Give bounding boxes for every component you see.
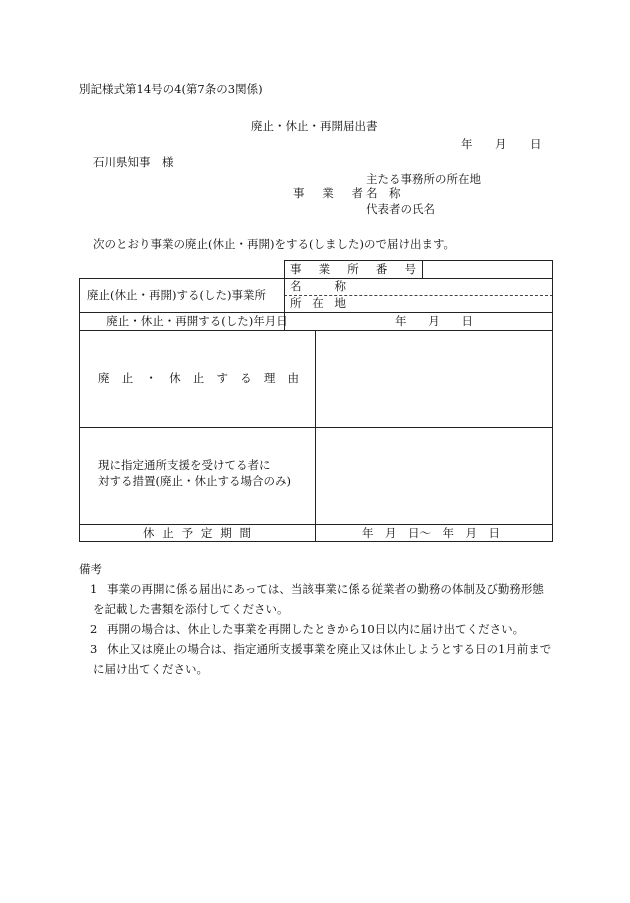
facility-location-char: 在 [312,296,324,310]
reason-char: 休 [169,371,181,385]
applicant-role-label [293,188,363,200]
note-text: 再開の場合は、休止した事業を再開したときから10日以内に届け出てください。 [107,622,525,636]
table-line [552,260,553,542]
document-title: 廃止・休止・再開届出書 [251,119,378,133]
form-number: 別記様式第14号の4(第7条の3関係) [79,82,263,96]
table-line [79,427,553,428]
note-number: 3 [90,642,98,656]
table-line [79,312,553,313]
date-row-label: 廃止・休止・再開する(した)年月日 [106,314,288,328]
facility-name-char: 名 [290,279,302,293]
measures-label-line2: 対する措置(廃止・休止する場合のみ) [98,474,291,488]
suspension-period-value: 年 月 日〜 年 月 日 [362,526,500,540]
applicant-role-char: 事 [293,186,305,200]
date-year-label: 年 [461,137,473,151]
reason-char: 止 [192,371,205,385]
date-char: 月 [428,314,440,328]
addressee: 石川県知事 様 [93,155,174,169]
date-day-label: 日 [530,137,542,151]
business-number-char: 業 [318,262,331,276]
reason-char: 止 [121,371,134,385]
facility-location-label [290,298,346,310]
facility-location-char: 所 [290,296,302,310]
suspension-char: 休 [143,526,155,540]
business-number-char: 番 [375,262,388,276]
business-number-label [290,264,416,276]
date-month-label: 月 [495,137,507,151]
table-line [284,295,553,296]
table-line [79,541,553,542]
table-line [284,260,553,261]
applicant-address-label: 主たる事務所の所在地 [366,172,481,186]
reason-char: ・ [145,371,157,385]
suspension-char: 定 [200,526,213,540]
suspension-char: 止 [162,526,174,540]
statement-text: 次のとおり事業の廃止(休止・再開)をする(しました)ので届け出ます。 [93,237,456,251]
reason-char: す [216,371,228,385]
applicant-representative-label: 代表者の氏名 [366,202,435,216]
table-line [422,260,423,278]
reason-char: る [240,371,252,385]
facility-location-char: 地 [334,296,346,310]
suspension-period-label [143,528,251,540]
business-number-char: 事 [290,262,302,276]
facility-label: 廃止(休止・再開)する(した)事業所 [87,288,266,302]
note-text: 事業の再開に係る届出にあっては、当該事業に係る従業者の勤務の体制及び勤務形態を記載した書類を添付してください。 [93,582,544,616]
applicant-role-char: 業 [322,186,334,200]
table-line [315,330,316,542]
suspension-char: 期 [220,526,232,540]
note-number: 1 [90,582,98,596]
facility-name-char: 称 [334,279,346,293]
note-text: 休止又は廃止の場合は、指定通所支援事業を廃止又は休止しようとする日の1月前までに届け出てください。 [93,642,552,676]
business-number-char: 号 [404,262,416,276]
note-number: 2 [90,622,98,636]
reason-char: 理 [263,371,276,385]
suspension-char: 間 [239,526,251,540]
reason-char: 廃 [98,371,110,385]
reason-char: 由 [287,371,299,385]
date-row-value [395,316,473,328]
table-line [79,278,553,279]
form-table [79,260,553,542]
date-char: 年 [395,314,407,328]
table-line [79,524,553,525]
applicant-role-char: 者 [351,186,363,200]
reason-label [98,373,299,385]
date-char: 日 [461,314,473,328]
business-number-char: 所 [347,262,359,276]
applicant-name-label: 名 称 [366,186,401,200]
notes-heading: 備考 [79,562,102,576]
measures-label-line1: 現に指定通所支援を受けてる者に [98,458,271,472]
table-line [79,330,553,331]
facility-name-label [290,281,346,293]
suspension-char: 予 [181,526,194,540]
